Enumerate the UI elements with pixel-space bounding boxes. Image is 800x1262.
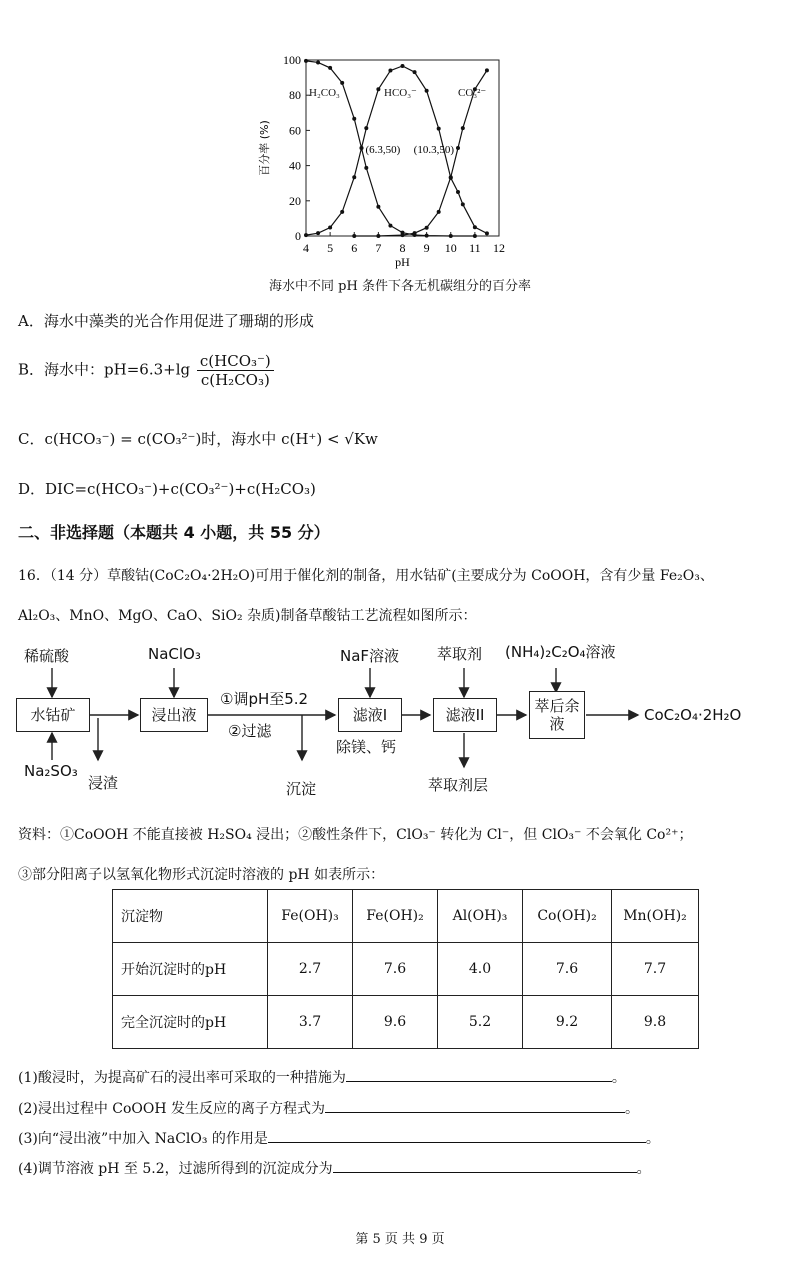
question-2-text: (2)浸出过程中 CoOOH 发生反应的离子方程式为 xyxy=(18,1101,326,1117)
question-1-end: 。 xyxy=(611,1070,626,1086)
table-row xyxy=(113,943,699,996)
data-point xyxy=(388,69,392,73)
table-cell: 9.8 xyxy=(612,996,699,1049)
label-precipitate: 沉淀 xyxy=(286,780,317,798)
y-tick-label: 100 xyxy=(283,53,301,67)
fraction-numerator: c(HCO₃⁻) xyxy=(197,352,274,371)
precipitation-ph-table xyxy=(112,889,699,1049)
label-remove-mg-ca: 除镁、钙 xyxy=(336,738,397,756)
option-c-letter: C． xyxy=(18,430,45,448)
box-filtrate-2: 滤液II xyxy=(433,698,497,732)
data-point xyxy=(473,234,477,238)
data-point xyxy=(352,234,356,238)
option-a-text: 海水中藻类的光合作用促进了珊瑚的形成 xyxy=(43,312,314,330)
table-row xyxy=(113,996,699,1049)
series-label: HCO₃⁻ xyxy=(384,87,417,99)
y-tick-label: 0 xyxy=(295,229,301,243)
data-point xyxy=(449,175,453,179)
fraction-denominator: c(H₂CO₃) xyxy=(200,371,270,389)
question-2-end: 。 xyxy=(625,1101,640,1117)
data-point xyxy=(456,190,460,194)
data-point xyxy=(364,126,368,130)
info-line-2: ③部分阳离子以氢氧化物形式沉淀时溶液的 pH 如表所示： xyxy=(18,867,385,883)
table-header-cell: Mn(OH)₂ xyxy=(612,890,699,943)
option-d-text: DIC=c(HCO₃⁻)+c(CO₃²⁻)+c(H₂CO₃) xyxy=(45,480,316,498)
data-point xyxy=(437,210,441,214)
question-3-end: 。 xyxy=(645,1131,660,1147)
table-cell: 9.2 xyxy=(523,996,612,1049)
q16-line2: Al₂O₃、MnO、MgO、CaO、SiO₂ 杂质)制备草酸钴工艺流程如图所示： xyxy=(18,608,477,624)
reagent-extractant: 萃取剂 xyxy=(437,645,483,663)
table-cell: 5.2 xyxy=(438,996,523,1049)
table-header-cell: Al(OH)₃ xyxy=(438,890,523,943)
x-tick-label: 11 xyxy=(469,241,481,255)
series-label: H₂CO₃ xyxy=(309,87,340,99)
data-point xyxy=(425,226,429,230)
answer-blank-3[interactable] xyxy=(268,1128,646,1143)
answer-blank-4[interactable] xyxy=(333,1158,637,1173)
page-footer: 第 5 页 共 9 页 xyxy=(355,1232,445,1247)
y-tick-label: 20 xyxy=(289,193,301,208)
label-product: CoC₂O₄·2H₂O xyxy=(644,706,742,724)
data-point xyxy=(401,64,405,68)
reagent-naf: NaF溶液 xyxy=(340,647,400,665)
reagent-sulfuric-acid: 稀硫酸 xyxy=(24,647,70,665)
table-cell: 2.7 xyxy=(268,943,353,996)
data-point xyxy=(364,166,368,170)
question-3 xyxy=(18,1128,660,1148)
label-residue: 浸渣 xyxy=(88,774,119,792)
option-b-text: 海水中：pH=6.3+lg xyxy=(44,360,191,379)
option-c xyxy=(18,428,378,449)
table-cell: 4.0 xyxy=(438,943,523,996)
data-point xyxy=(352,175,356,179)
y-tick-label: 60 xyxy=(289,123,301,138)
table-header-cell: 沉淀物 xyxy=(113,890,268,943)
point-annotation: (10.3,50) xyxy=(413,144,454,156)
section-title: 二、非选择题（本题共 4 小题，共 55 分） xyxy=(18,523,330,542)
option-b xyxy=(18,352,274,389)
q16-line1: 16．（14 分）草酸钴(CoC₂O₄·2H₂O)可用于催化剂的制备，用水钴矿(主要成分为 CoOOH，含有少量 Fe₂O₃、 xyxy=(18,568,714,584)
box-leachate: 浸出液 xyxy=(140,698,208,732)
table-cell: 9.6 xyxy=(353,996,438,1049)
info-line-1: 资料：①CoOOH 不能直接被 H₂SO₄ 浸出；②酸性条件下，ClO₃⁻ 转化为 Cl⁻，但 ClO₃⁻ 不会氧化 Co²⁺； xyxy=(18,827,693,843)
option-b-fraction xyxy=(197,352,274,389)
x-tick-label: 6 xyxy=(351,241,358,255)
x-axis-label: pH xyxy=(395,255,410,269)
table-header-cell: Fe(OH)₃ xyxy=(268,890,353,943)
series-label: CO₃²⁻ xyxy=(458,87,487,99)
data-point xyxy=(456,146,460,150)
data-point xyxy=(328,66,332,70)
data-point xyxy=(316,231,320,235)
data-point xyxy=(461,202,465,206)
data-point xyxy=(304,59,308,63)
x-tick-label: 12 xyxy=(493,241,505,255)
table-cell: 3.7 xyxy=(268,996,353,1049)
x-tick-label: 5 xyxy=(327,241,334,255)
data-point xyxy=(425,234,429,238)
question-3-text: (3)向“浸出液”中加入 NaClO₃ 的作用是 xyxy=(18,1131,268,1147)
y-tick-label: 40 xyxy=(289,158,301,173)
data-point xyxy=(340,81,344,85)
table-header-row xyxy=(113,890,699,943)
data-point xyxy=(485,231,489,235)
x-tick-label: 8 xyxy=(399,241,406,255)
data-point xyxy=(388,224,392,228)
x-tick-label: 9 xyxy=(423,241,430,255)
question-2 xyxy=(18,1098,639,1118)
y-tick-label: 80 xyxy=(289,88,301,103)
question-1-text: (1)酸浸时，为提高矿石的浸出率可采取的一种措施为 xyxy=(18,1070,346,1086)
table-cell: 完全沉淀时的pH xyxy=(113,996,268,1049)
option-d xyxy=(18,478,316,499)
data-point xyxy=(376,234,380,238)
x-tick-label: 7 xyxy=(375,241,382,255)
x-tick-label: 10 xyxy=(444,241,457,255)
data-point xyxy=(376,205,380,209)
question-4-end: 。 xyxy=(636,1161,651,1177)
reagent-naclo3: NaClO₃ xyxy=(148,645,201,663)
question-4 xyxy=(18,1158,651,1178)
table-header-cell: Fe(OH)₂ xyxy=(353,890,438,943)
chart-caption: 海水中不同 pH 条件下各无机碳组分的百分率 xyxy=(269,279,531,294)
data-point xyxy=(304,233,308,237)
data-point xyxy=(352,117,356,121)
data-point xyxy=(328,226,332,230)
box-cobalt-ore: 水钴矿 xyxy=(16,698,90,732)
data-point xyxy=(413,70,417,74)
question-4-text: (4)调节溶液 pH 至 5.2，过滤所得到的沉淀成分为 xyxy=(18,1161,333,1177)
data-point xyxy=(449,234,453,238)
option-b-letter: B． xyxy=(18,360,45,379)
data-point xyxy=(359,146,363,150)
data-point xyxy=(401,233,405,237)
step-adjust-ph: ①调pH至5.2 xyxy=(220,690,309,708)
y-axis-label: 百分率 (%) xyxy=(258,120,271,176)
option-d-letter: D． xyxy=(18,480,46,498)
box-raffinate: 萃后余液 xyxy=(529,691,585,739)
table-header-cell: Co(OH)₂ xyxy=(523,890,612,943)
label-extract-layer: 萃取剂层 xyxy=(428,776,489,794)
box-filtrate-1: 滤液I xyxy=(338,698,402,732)
option-a xyxy=(18,310,314,331)
reagent-oxalate: (NH₄)₂C₂O₄溶液 xyxy=(505,643,616,661)
data-point xyxy=(413,231,417,235)
data-point xyxy=(437,127,441,131)
table-cell: 开始沉淀时的pH xyxy=(113,943,268,996)
table-cell: 7.7 xyxy=(612,943,699,996)
option-c-text: c(HCO₃⁻) = c(CO₃²⁻)时，海水中 c(H⁺) < √Kw xyxy=(44,430,378,448)
answer-blank-2[interactable] xyxy=(325,1098,625,1113)
data-point xyxy=(425,89,429,93)
data-point xyxy=(316,60,320,64)
reagent-na2so3: Na₂SO₃ xyxy=(24,762,78,780)
data-point xyxy=(461,126,465,130)
step-filter: ②过滤 xyxy=(228,722,272,740)
carbon-species-chart xyxy=(250,48,550,293)
question-1 xyxy=(18,1067,626,1087)
point-annotation: (6.3,50) xyxy=(365,144,401,156)
data-point xyxy=(376,87,380,91)
option-a-letter: A． xyxy=(18,312,44,330)
data-point xyxy=(473,225,477,229)
table-cell: 7.6 xyxy=(523,943,612,996)
x-tick-label: 4 xyxy=(303,241,309,255)
answer-blank-1[interactable] xyxy=(346,1067,612,1082)
data-point xyxy=(485,68,489,72)
table-cell: 7.6 xyxy=(353,943,438,996)
data-point xyxy=(340,210,344,214)
